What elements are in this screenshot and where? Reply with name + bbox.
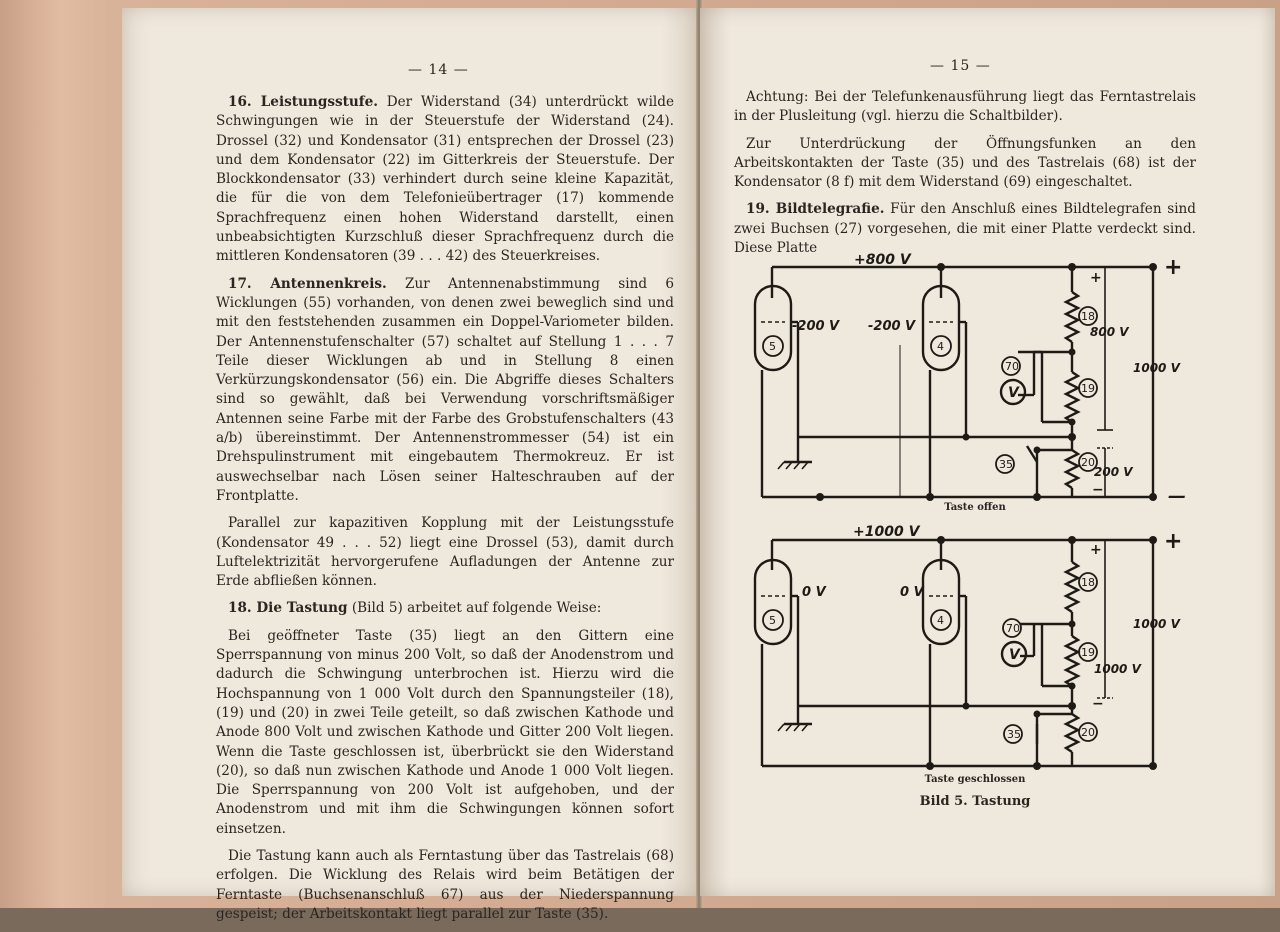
- resistor-20: 20: [1081, 726, 1095, 739]
- left-page: [122, 8, 698, 922]
- resistor-19: 19: [1081, 382, 1095, 395]
- resistor-18: 18: [1081, 310, 1095, 323]
- page-number-right: — 15 —: [930, 58, 991, 74]
- figure-caption: Bild 5. Tastung: [919, 794, 1031, 809]
- paragraph: [216, 599, 674, 618]
- tube-number-right: 4: [937, 340, 944, 353]
- paragraph: [216, 93, 674, 267]
- paragraph: [216, 847, 674, 924]
- span-plus-mark: +: [1090, 542, 1102, 558]
- right-page: [700, 8, 1275, 896]
- plus-terminal: +: [1164, 255, 1183, 280]
- voltmeter-symbol: V: [1008, 385, 1019, 401]
- diagram-top-caption: Taste offen: [944, 502, 1006, 513]
- paragraph-heading: 18. Die Tastung: [228, 600, 348, 617]
- left-page-text: [216, 93, 674, 932]
- paragraph: [734, 88, 1196, 127]
- span-plus-mark: +: [1090, 270, 1102, 286]
- meter-number: 70: [1006, 622, 1020, 635]
- paragraph-text: Parallel zur kapazitiven Kopplung mit der Leistungsstufe (Kondensator 49 . . . 52) liegt eine Drossel (53), damit durch Luftelektrizität hervorgerufene Aufladungen der Antenne zur Erde abfließen können.: [216, 515, 674, 590]
- tube-number-left: 5: [769, 340, 776, 353]
- page-number-left: — 14 —: [408, 62, 469, 78]
- paragraph-heading: 16. Leistungsstufe.: [228, 94, 379, 110]
- paragraph-heading: 19. Bildtelegrafie.: [746, 201, 885, 218]
- supply-voltage-label: +1000 V: [853, 524, 920, 540]
- paragraph-text: Zur Unterdrückung der Öffnungsfunken an den Arbeitskontakten der Taste (35) und des Tastrelais (68) ist der Kondensator (8 f) mit dem Widerstand (69) eingeschaltet.: [734, 135, 1196, 191]
- paragraph-text: Die Tastung kann auch als Ferntastung über das Tastrelais (68) erfolgen. Die Wicklung des Relais wird beim Betätigen der Ferntaste (Buchsenanschluß 67) aus der Niederspannung gespeist; der Arbeitskontakt liegt parallel zur Taste (35).: [216, 847, 674, 922]
- paragraph: [216, 627, 674, 839]
- paragraph-text: Der Widerstand (34) unterdrückt wilde Schwingungen wie in der Steuerstufe der Widerstand (24). Drossel (32) und Kondensator (31) entsprechen der Drossel (23) und dem Kondensator (22) im Gitterkreis der Steuerstufe. Der Blockkondensator (33) verhindert durch seine kleine Kapazität, die für die von dem Telefonieübertrager (17) kommende Sprachfrequenz einen hohen Widerstand darstellt, einen unbeabsichtigten Kurzschluß dieser Sprachfrequenz durch die mittleren Kondensatoren (39 . . . 42) des Steuerkreises.: [216, 94, 675, 265]
- paragraph: [216, 275, 674, 507]
- resistor-19: 19: [1081, 646, 1095, 659]
- paragraph-text: (Bild 5) arbeitet auf folgende Weise:: [347, 600, 602, 617]
- span-lower-label: 200 V: [1094, 465, 1133, 479]
- span-minus-mark: −: [1092, 482, 1104, 498]
- circuit-diagram-key-open: [740, 240, 1200, 512]
- paragraph-text: Achtung: Bei der Telefunkenausführung liegt das Ferntastrelais in der Plusleitung (vgl. hierzu die Schaltbilder).: [734, 89, 1196, 125]
- grid-voltage-right: -200 V: [868, 319, 916, 334]
- key-number: 35: [999, 458, 1013, 471]
- tube-number-left: 5: [769, 614, 776, 627]
- span-total-label: 1000 V: [1133, 361, 1180, 375]
- span-total-label: 1000 V: [1133, 617, 1180, 631]
- span-inner-label: 1000 V: [1094, 662, 1141, 676]
- voltmeter-symbol: V: [1009, 647, 1020, 663]
- span-minus-mark: −: [1092, 696, 1104, 712]
- grid-voltage-left: -200 V: [792, 319, 840, 334]
- grid-voltage-right: 0 V: [900, 585, 924, 600]
- resistor-18: 18: [1081, 576, 1095, 589]
- minus-terminal: —: [1168, 486, 1186, 507]
- paragraph-text: Zur Antennenabstimmung sind 6 Wicklungen (55) vorhanden, von denen zwei beweglich sind und mit den feststehenden zusammen ein Doppel-Variometer bilden. Der Antennenstufenschalter (57) schaltet auf Stellung 1 . . . 7 Teile dieser Wicklungen ab und in Stellung 8 einen Verkürzungskondensator (56) ein. Die Abgriffe dieses Schalters sind so gewählt, daß bei Verwendung vorschriftsmäßiger Antennen seine Farbe mit der Farbe des Grobstufenschalters (43 a/b) übereinstimmt. Der Antennenstrommesser (54) ist ein Drehspulinstrument mit eingebautem Thermokreuz. Er ist auswechselbar nach Lösen seiner Halteschrauben auf der Frontplatte.: [216, 275, 674, 504]
- diagram-bottom-caption: Taste geschlossen: [924, 774, 1026, 785]
- span-upper-label: 800 V: [1090, 325, 1129, 339]
- paragraph-heading: 17. Antennenkreis.: [228, 275, 387, 292]
- supply-voltage-label: +800 V: [854, 252, 911, 268]
- paragraph-text: Für den Anschluß eines Bildtelegrafen sind zwei Buchsen (27) vorgesehen, die mit einer Platte verdeckt sind. Diese Platte: [734, 201, 1197, 257]
- grid-voltage-left: 0 V: [802, 585, 826, 600]
- circuit-diagram-key-closed: [740, 518, 1200, 778]
- paragraph: [216, 514, 674, 591]
- paragraph-text: Bei geöffneter Taste (35) liegt an den Gittern eine Sperrspannung von minus 200 Volt, so daß der Anodenstrom und dadurch die Schwingung unterbrochen ist. Hierzu wird die Hochspannung von 1 000 Volt durch den Spannungsteiler (18), (19) und (20) in zwei Teile geteilt, so daß zwischen Kathode und Anode 800 Volt und zwischen Kathode und Gitter 200 Volt liegen. Wenn die Taste geschlossen ist, überbrückt sie den Widerstand (20), so daß nun zwischen Kathode und Anode 1 000 Volt liegen. Die Sperrspannung von 200 Volt ist aufgehoben, und der Anodenstrom und mit ihm die Schwingungen können sofort einsetzen.: [216, 627, 674, 837]
- plus-terminal: +: [1164, 529, 1183, 554]
- meter-number: 70: [1005, 360, 1019, 373]
- resistor-20: 20: [1081, 456, 1095, 469]
- paragraph: [734, 135, 1196, 193]
- key-number: 35: [1007, 728, 1021, 741]
- tube-number-right: 4: [937, 614, 944, 627]
